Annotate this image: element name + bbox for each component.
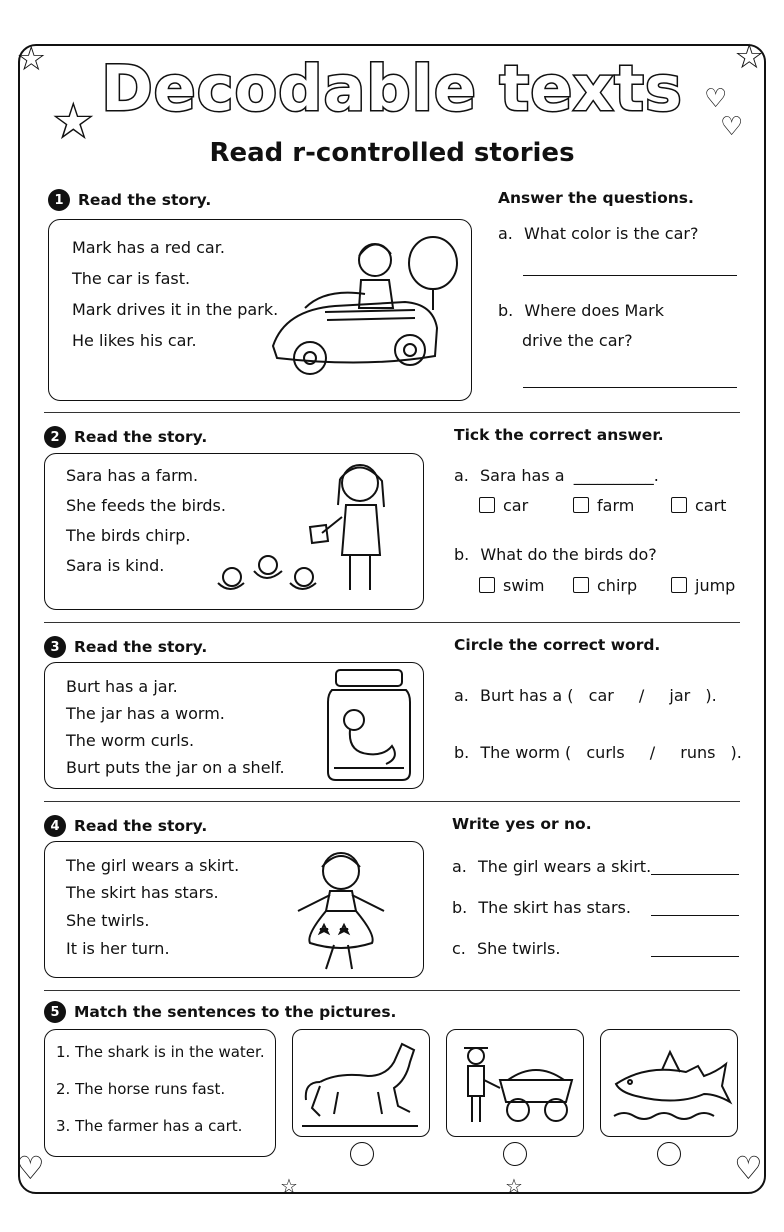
section-number: 4 xyxy=(44,815,66,837)
story-line: Sara has a farm. xyxy=(66,466,199,485)
task-instruction: Write yes or no. xyxy=(452,815,592,833)
section-heading-text: Read the story. xyxy=(74,428,208,446)
heart-icon: ♡ xyxy=(16,1149,45,1187)
word-option[interactable]: runs xyxy=(680,743,716,762)
star-icon: ☆ xyxy=(280,1174,298,1198)
checkbox[interactable] xyxy=(573,577,589,593)
section-5-heading xyxy=(44,1001,396,1023)
heart-icon: ♡ xyxy=(720,112,744,142)
story-line: The girl wears a skirt. xyxy=(66,856,240,875)
answer-line[interactable] xyxy=(651,956,739,957)
answer-line[interactable] xyxy=(523,387,737,388)
closing-paren: ). xyxy=(705,686,717,705)
option-label: jump xyxy=(695,576,736,595)
question-b xyxy=(454,743,742,762)
answer-circle[interactable] xyxy=(350,1142,374,1166)
section-4-heading xyxy=(44,815,207,837)
section-divider xyxy=(44,801,740,802)
boy-in-car-illustration xyxy=(265,228,465,388)
answer-line[interactable] xyxy=(523,275,737,276)
section-heading-text: Read the story. xyxy=(74,638,208,656)
star-icon: ☆ xyxy=(505,1174,523,1198)
girl-feeding-birds-illustration xyxy=(210,455,410,605)
question-text: Sara has a xyxy=(479,466,565,485)
story-line: He likes his car. xyxy=(72,331,197,350)
answer-circle[interactable] xyxy=(657,1142,681,1166)
question-text: What color is the car? xyxy=(523,224,699,243)
question-text: Burt has a ( xyxy=(479,686,574,705)
answer-line[interactable] xyxy=(651,874,739,875)
answer-circle[interactable] xyxy=(503,1142,527,1166)
star-icon: ☆ xyxy=(16,39,47,79)
section-divider xyxy=(44,622,740,623)
story-line: The birds chirp. xyxy=(66,526,191,545)
task-instruction: Tick the correct answer. xyxy=(454,426,664,444)
question-text: The skirt has stars. xyxy=(478,898,631,917)
question-a xyxy=(452,857,651,876)
story-line: Burt puts the jar on a shelf. xyxy=(66,758,285,777)
question-b xyxy=(452,898,631,917)
story-line: It is her turn. xyxy=(66,939,170,958)
question-label: c. xyxy=(452,939,466,958)
smiling-star-icon: ☆ xyxy=(50,92,97,152)
word-option[interactable]: jar xyxy=(669,686,691,705)
option-label: car xyxy=(503,496,529,515)
section-heading-text: Read the story. xyxy=(74,817,208,835)
twirling-girl-illustration xyxy=(286,845,396,975)
question-b xyxy=(498,301,664,320)
checkbox[interactable] xyxy=(671,577,687,593)
section-divider xyxy=(44,412,740,413)
question-a xyxy=(454,686,717,705)
checkbox[interactable] xyxy=(573,497,589,513)
question-label: b. xyxy=(452,898,468,917)
horse-icon xyxy=(298,1036,424,1132)
task-instruction: Circle the correct word. xyxy=(454,636,661,654)
option-label: farm xyxy=(597,496,635,515)
checkbox[interactable] xyxy=(671,497,687,513)
question-b xyxy=(454,545,657,564)
question-text: What do the birds do? xyxy=(480,545,657,564)
question-label: a. xyxy=(454,686,469,705)
story-line: The car is fast. xyxy=(72,269,191,288)
story-line: She feeds the birds. xyxy=(66,496,226,515)
match-sentence: 3. The farmer has a cart. xyxy=(56,1117,243,1135)
option-checkbox-farm[interactable] xyxy=(573,496,634,515)
section-divider xyxy=(44,990,740,991)
option-checkbox-cart[interactable] xyxy=(671,496,726,515)
option-label: swim xyxy=(503,576,545,595)
story-line: The worm curls. xyxy=(66,731,195,750)
option-checkbox-swim[interactable] xyxy=(479,576,544,595)
section-number: 2 xyxy=(44,426,66,448)
question-label: b. xyxy=(498,301,514,320)
heart-icon: ♡ xyxy=(734,1149,763,1187)
question-text: The worm ( xyxy=(480,743,572,762)
word-option[interactable]: curls xyxy=(586,743,625,762)
section-2-heading xyxy=(44,426,207,448)
section-number: 3 xyxy=(44,636,66,658)
checkbox[interactable] xyxy=(479,497,495,513)
question-label: a. xyxy=(452,857,467,876)
checkbox[interactable] xyxy=(479,577,495,593)
question-label: b. xyxy=(454,743,470,762)
question-text: The girl wears a skirt. xyxy=(477,857,652,876)
section-3-heading xyxy=(44,636,207,658)
section-heading-text: Read the story. xyxy=(78,191,212,209)
separator: / xyxy=(638,686,645,705)
story-line: The jar has a worm. xyxy=(66,704,225,723)
section-number: 5 xyxy=(44,1001,66,1023)
question-text: Where does Mark xyxy=(524,301,664,320)
closing-paren: ). xyxy=(730,743,742,762)
section-number: 1 xyxy=(48,189,70,211)
page-title: Decodable texts xyxy=(101,52,683,125)
option-checkbox-car[interactable] xyxy=(479,496,528,515)
option-checkbox-chirp[interactable] xyxy=(573,576,637,595)
farmer-cart-icon xyxy=(452,1036,578,1132)
option-checkbox-jump[interactable] xyxy=(671,576,735,595)
question-a xyxy=(454,466,659,485)
question-text-continued: drive the car? xyxy=(522,331,633,350)
section-heading-text: Match the sentences to the pictures. xyxy=(74,1003,397,1021)
match-sentence: 1. The shark is in the water. xyxy=(56,1043,265,1061)
option-label: cart xyxy=(695,496,727,515)
question-label: a. xyxy=(454,466,469,485)
question-text: She twirls. xyxy=(476,939,561,958)
question-label: a. xyxy=(498,224,513,243)
answer-line[interactable] xyxy=(651,915,739,916)
story-line: Burt has a jar. xyxy=(66,677,178,696)
star-icon: ☆ xyxy=(734,37,765,77)
question-label: b. xyxy=(454,545,470,564)
page-subtitle: Read r-controlled stories xyxy=(209,138,575,168)
story-line: Sara is kind. xyxy=(66,556,165,575)
answer-blank: __________. xyxy=(573,466,659,485)
section-1-heading xyxy=(48,189,211,211)
story-line: Mark has a red car. xyxy=(72,238,225,257)
story-line: She twirls. xyxy=(66,911,150,930)
story-line: Mark drives it in the park. xyxy=(72,300,279,319)
task-instruction: Answer the questions. xyxy=(498,189,694,207)
separator: / xyxy=(649,743,656,762)
jar-with-worm-illustration xyxy=(322,668,416,784)
shark-icon xyxy=(606,1036,732,1132)
question-c xyxy=(452,939,560,958)
option-label: chirp xyxy=(597,576,638,595)
story-line: The skirt has stars. xyxy=(66,883,219,902)
heart-icon: ♡ xyxy=(704,84,728,114)
match-sentence: 2. The horse runs fast. xyxy=(56,1080,226,1098)
question-a xyxy=(498,224,698,243)
word-option[interactable]: car xyxy=(588,686,614,705)
